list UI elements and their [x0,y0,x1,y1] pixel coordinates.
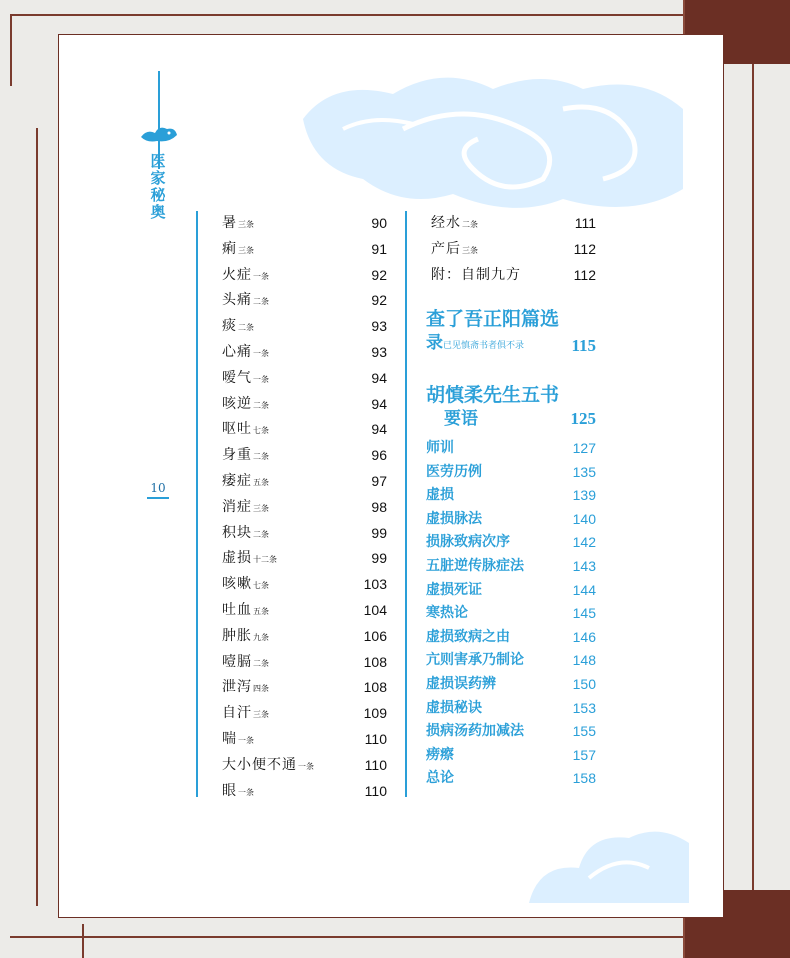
toc-entry[interactable] [222,443,387,469]
toc-entry-title-text: 虚损误药辨 [426,675,496,692]
toc-entry-page: 96 [371,447,387,464]
toc-entry-page: 144 [572,581,596,598]
toc-entry[interactable] [222,675,387,701]
toc-entry-note: 一条 [253,348,269,358]
toc-entry-title-text: 虚损脉法 [426,510,482,527]
toc-entry-title [426,555,524,579]
toc-entry-page: 98 [371,498,387,515]
toc-entry-page: 143 [572,557,596,574]
toc-entry-page: 94 [371,369,387,386]
toc-entry-title [426,484,454,508]
toc-entry-page: 157 [572,746,596,763]
toc-entry[interactable] [426,673,596,697]
toc-entry-title [222,443,269,470]
toc-entry-note: 三条 [253,710,269,720]
toc-entry[interactable] [426,579,596,603]
toc-entry-title [222,417,269,444]
toc-entry-title-text: 眼 [222,782,237,799]
toc-entry-page: 108 [363,679,387,696]
toc-entry[interactable] [222,650,387,676]
toc-entry-title [222,521,269,548]
toc-entry-page: 109 [363,705,387,722]
toc-entry[interactable] [426,626,596,650]
toc-entry-note: 一条 [253,271,269,281]
toc-entry-note: 二条 [253,297,269,307]
bird-ornament-icon [139,123,179,145]
section-heading-title-cont: 录 [426,333,443,353]
toc-entry[interactable] [426,697,596,721]
toc-entry-title-text: 五脏逆传脉症法 [426,557,524,574]
toc-entry-page: 146 [572,628,596,645]
toc-entry-note: 七条 [253,426,269,436]
toc-entry[interactable] [222,211,387,237]
frame-line-bottom-2 [82,924,84,958]
toc-entry-title-text: 头痛 [222,292,252,309]
toc-entry[interactable] [426,508,596,532]
toc-entry-page: 155 [572,723,596,740]
toc-entry-title-text: 暑 [222,215,237,231]
toc-entry-page: 99 [371,550,387,567]
toc-entry[interactable] [426,484,596,508]
toc-entry-title [426,720,524,744]
toc-entry[interactable] [431,263,596,289]
toc-entry[interactable] [222,598,387,624]
toc-entry-note: 一条 [253,374,269,384]
toc-entry-page: 111 [574,215,596,231]
toc-entry[interactable] [426,461,596,485]
toc-entry-note: 三条 [238,245,254,255]
toc-entry-title [222,546,277,573]
toc-entry-page: 90 [371,215,387,231]
toc-entry-title [222,675,269,702]
toc-entry-title [222,727,254,754]
toc-entry-title-text: 总论 [426,770,454,787]
toc-entry-title [222,572,269,599]
toc-entry-page: 139 [572,487,596,504]
toc-entry-title [431,263,522,290]
toc-entry-note: 五条 [253,606,269,616]
toc-entry-page: 110 [364,782,387,799]
toc-entry-title [222,288,269,315]
toc-entry[interactable] [222,727,387,753]
toc-entry-page: 92 [371,266,387,283]
toc-entry-note: 二条 [253,529,269,539]
toc-entry-page: 145 [572,605,596,622]
toc-entry-note: 三条 [238,220,254,229]
toc-entry-page: 142 [572,534,596,551]
toc-entry[interactable] [222,572,387,598]
toc-entry-title [222,263,269,290]
frame-line-top [10,14,685,16]
toc-entry-title-text: 自汗 [222,705,252,722]
toc-entry-page: 93 [371,318,387,335]
toc-entry-title-text: 呕吐 [222,421,252,438]
toc-entry-title [222,624,269,651]
toc-entry[interactable] [222,366,387,392]
toc-entry-title-text: 虚损 [222,550,252,567]
toc-entry[interactable] [222,469,387,495]
toc-entry-page: 99 [371,524,387,541]
toc-entry-title [426,673,496,697]
toc-entry-note: 九条 [253,632,269,642]
toc-entry-title-text: 损脉致病次序 [426,534,510,551]
section-heading-2[interactable] [426,383,596,431]
toc-entry-note: 二条 [253,658,269,668]
toc-entry-page: 153 [572,699,596,716]
toc-entry[interactable] [426,555,596,579]
toc-entry-page: 92 [371,292,387,309]
toc-entry-title [222,701,269,728]
toc-entry-title-text: 痿症 [222,472,252,489]
toc-entry-page: 127 [572,440,596,456]
toc-entry-note: 五条 [253,477,269,487]
toc-entry-title-text: 嗳气 [222,369,252,386]
toc-entry[interactable] [426,649,596,673]
toc-entry[interactable] [222,392,387,418]
toc-entry-page: 108 [363,653,387,670]
toc-entry-page: 110 [364,730,387,747]
toc-entry[interactable] [222,237,387,263]
toc-entry-page: 104 [363,601,387,618]
section-heading-page: 125 [570,409,596,428]
toc-entry-note: 二条 [253,400,269,410]
toc-entry-title-text: 产后 [431,240,461,257]
toc-entry-title-text: 泄泻 [222,679,252,696]
toc-entry-note: 一条 [298,761,314,771]
section-heading-title: 查了吾正阳篇选 [426,308,560,330]
toc-entry-title-text: 痰 [222,318,237,335]
toc-entry-title-text: 虚损死证 [426,581,482,598]
toc-entry-title-text: 虚损致病之由 [426,628,510,645]
toc-entry-page: 97 [371,472,387,489]
toc-entry-title [222,650,269,677]
toc-entry-note: 二条 [462,220,478,229]
toc-entry[interactable] [222,417,387,443]
toc-entry-page: 106 [363,627,387,644]
toc-entry-title [426,437,454,461]
toc-entry-title [426,744,454,768]
section-heading-line2 [426,331,596,358]
toc-entry-title-text: 噎膈 [222,653,252,670]
frame-line-bottom [10,936,685,938]
toc-entry[interactable] [426,437,596,461]
toc-entry-title [426,461,482,485]
toc-entry-title-text: 咳嗽 [222,576,252,593]
toc-entry-title-text: 心痛 [222,343,252,360]
cloud-decoration-top [303,69,683,219]
toc-entry-title-text: 咳逆 [222,395,252,412]
toc-entry[interactable] [431,237,596,263]
toc-entry[interactable] [222,495,387,521]
toc-entry[interactable] [222,624,387,650]
toc-entry-title [222,598,269,625]
toc-entry[interactable] [222,546,387,572]
toc-entry-page: 112 [573,266,596,283]
cloud-decoration-bottom [529,823,689,903]
toc-entry[interactable] [431,211,596,237]
toc-entry-note: 四条 [253,684,269,694]
toc-entry-note: 三条 [462,245,478,255]
toc-entry-title-text: 损病汤药加减法 [426,723,524,740]
toc-entry-title [222,314,254,341]
toc-entry-page: 93 [371,343,387,360]
toc-entry-note: 一条 [238,735,254,745]
toc-left-column [222,211,387,804]
toc-entry-title [426,602,468,626]
book-vertical-title: 医家秘奥 [150,152,166,221]
toc-entry[interactable] [426,720,596,744]
toc-entry-title-text: 吐血 [222,601,252,618]
section-heading-line2 [426,407,596,431]
toc-entry[interactable] [426,767,596,791]
toc-entry[interactable] [426,744,596,768]
toc-entry-note: 七条 [253,581,269,591]
toc-entry-title [222,340,269,367]
toc-entry-title [426,508,482,532]
toc-entry-title [222,779,254,806]
toc-entry-note: 一条 [238,787,254,797]
toc-entry-title-text: 身重 [222,447,252,464]
toc-right-column-top [431,211,596,288]
toc-entry-title [426,649,524,673]
toc-entry-title-text: 附：自制九方 [431,266,521,283]
toc-entry-title-text: 肿胀 [222,627,252,644]
frame-line-right-inner [752,64,754,894]
section-heading-title-cont: 要语 [444,409,478,429]
toc-entry[interactable] [222,753,387,779]
toc-entry-title [222,392,269,419]
toc-entry-page: 150 [572,675,596,692]
toc-entry-title-text: 喘 [222,730,237,747]
toc-entry-title [222,237,254,264]
toc-entry[interactable] [222,701,387,727]
toc-entry-title [222,366,269,393]
toc-entry-title [431,237,478,264]
toc-entry-title-text: 积块 [222,524,252,541]
toc-entry-title-text: 虚损秘诀 [426,699,482,716]
toc-entry-title [426,531,510,555]
toc-entry-title-text: 痢 [222,240,237,257]
toc-entry[interactable] [222,340,387,366]
toc-entry[interactable] [426,602,596,626]
toc-entry-title-text: 虚损 [426,487,454,504]
toc-entry-title-text: 痨瘵 [426,746,454,763]
toc-entry-note: 十二条 [253,555,277,565]
toc-entry-page: 94 [371,421,387,438]
toc-entry-title-text: 寒热论 [426,605,468,622]
toc-entry-note: 三条 [253,503,269,513]
toc-entry-title-text: 火症 [222,266,252,283]
toc-entry-title-text: 消症 [222,498,252,515]
book-page [58,34,724,918]
toc-entry-title [222,469,269,496]
toc-entry-title-text: 大小便不通 [222,756,297,773]
toc-entry-page: 148 [572,652,596,669]
toc-entry-title [222,211,254,238]
toc-entry-title [222,495,269,522]
page-number: 10 [147,481,169,499]
toc-entry-page: 94 [371,395,387,412]
toc-entry-title-text: 师训 [426,440,454,456]
toc-entry-title-text: 医劳历例 [426,463,482,480]
toc-entry[interactable] [222,263,387,289]
toc-entry-title [426,697,482,721]
toc-entry-page: 91 [371,240,387,257]
toc-entry-page: 110 [364,756,387,773]
toc-entry-note: 二条 [238,323,254,333]
frame-line-left-long [36,128,38,906]
toc-entry-title [426,579,482,603]
toc-entry-page: 140 [572,510,596,527]
toc-entry[interactable] [222,288,387,314]
toc-entry-title-text: 亢则害承乃制论 [426,652,524,669]
toc-blue-entries [426,437,596,791]
frame-line-left-top [10,14,12,86]
toc-entry[interactable] [222,521,387,547]
toc-entry[interactable] [222,314,387,340]
toc-entry-page: 112 [573,240,596,257]
toc-entry-title [426,626,510,650]
toc-entry[interactable] [426,531,596,555]
section-heading-title: 胡慎柔先生五书 [426,384,560,406]
toc-entry-title [222,753,314,780]
section-heading-note: 已见慎斋书者俱不录 [443,341,525,351]
toc-entry-title [431,211,478,238]
section-heading-1[interactable] [426,307,596,358]
toc-entry-title-text: 经水 [431,215,461,231]
toc-entry-page: 103 [363,576,387,593]
toc-entry-page: 158 [572,770,596,787]
toc-entry-note: 二条 [253,452,269,462]
section-heading-page: 115 [571,336,596,355]
left-column-rule [196,211,198,797]
toc-entry[interactable] [222,779,387,805]
toc-entry-title [426,767,454,791]
toc-entry-page: 135 [572,463,596,480]
right-column-rule [405,211,407,797]
